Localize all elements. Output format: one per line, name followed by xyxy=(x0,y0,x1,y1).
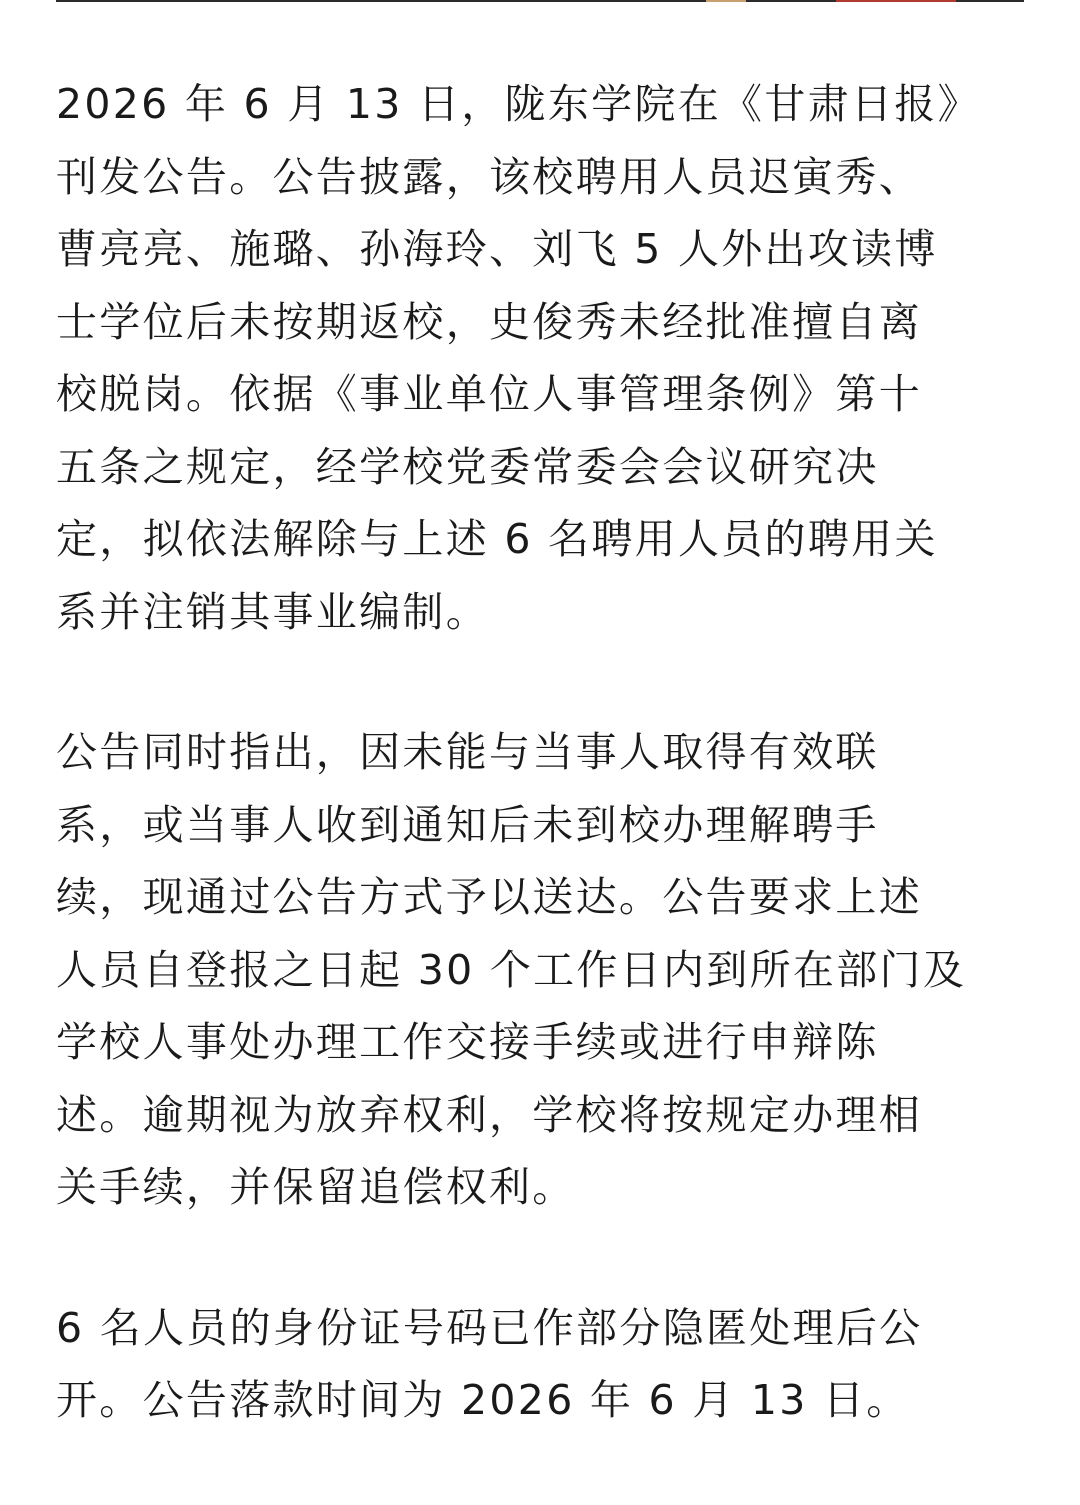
text-line: 刊发公告。公告披露，该校聘用人员迟寅秀、 xyxy=(56,152,922,201)
text-line: 系，或当事人收到通知后未到校办理解聘手 xyxy=(56,800,879,849)
text-line: 定，拟依法解除与上述 6 名聘用人员的聘用关 xyxy=(56,515,938,563)
top-image-edge-accent xyxy=(836,0,956,2)
paragraph-notice-requirements xyxy=(56,716,1024,1224)
top-image-edge-highlight xyxy=(706,0,746,2)
article-body xyxy=(56,68,1024,1505)
top-image-edge xyxy=(56,0,1024,2)
text-line: 学校人事处办理工作交接手续或进行申辩陈 xyxy=(56,1018,879,1066)
text-line: 6 名人员的身份证号码已作部分隐匿处理后公 xyxy=(56,1303,923,1352)
text-line: 关手续，并保留追偿权利。 xyxy=(56,1163,576,1211)
text-line: 士学位后未按期返校，史俊秀未经批准擅自离 xyxy=(56,297,922,346)
text-line: 系并注销其事业编制。 xyxy=(56,587,489,636)
paragraph-announcement xyxy=(56,68,1024,648)
text-line: 人员自登报之日起 30 个工作日内到所在部门及 xyxy=(56,945,967,994)
text-line: 2026 年 6 月 13 日，陇东学院在《甘肃日报》 xyxy=(56,80,981,128)
text-line: 校脱岗。依据《事业单位人事管理条例》第十 xyxy=(56,370,922,418)
text-line: 五条之规定，经学校党委常委会会议研究决 xyxy=(56,442,879,491)
text-line: 曹亮亮、施璐、孙海玲、刘飞 5 人外出攻读博 xyxy=(56,225,938,273)
text-line: 公告同时指出，因未能与当事人取得有效联 xyxy=(56,728,879,776)
paragraph-id-disclosure xyxy=(56,1292,1024,1437)
text-line: 续，现通过公告方式予以送达。公告要求上述 xyxy=(56,873,922,921)
text-line: 述。逾期视为放弃权利，学校将按规定办理相 xyxy=(56,1090,922,1139)
text-line: 开。公告落款时间为 2026 年 6 月 13 日。 xyxy=(56,1376,910,1424)
